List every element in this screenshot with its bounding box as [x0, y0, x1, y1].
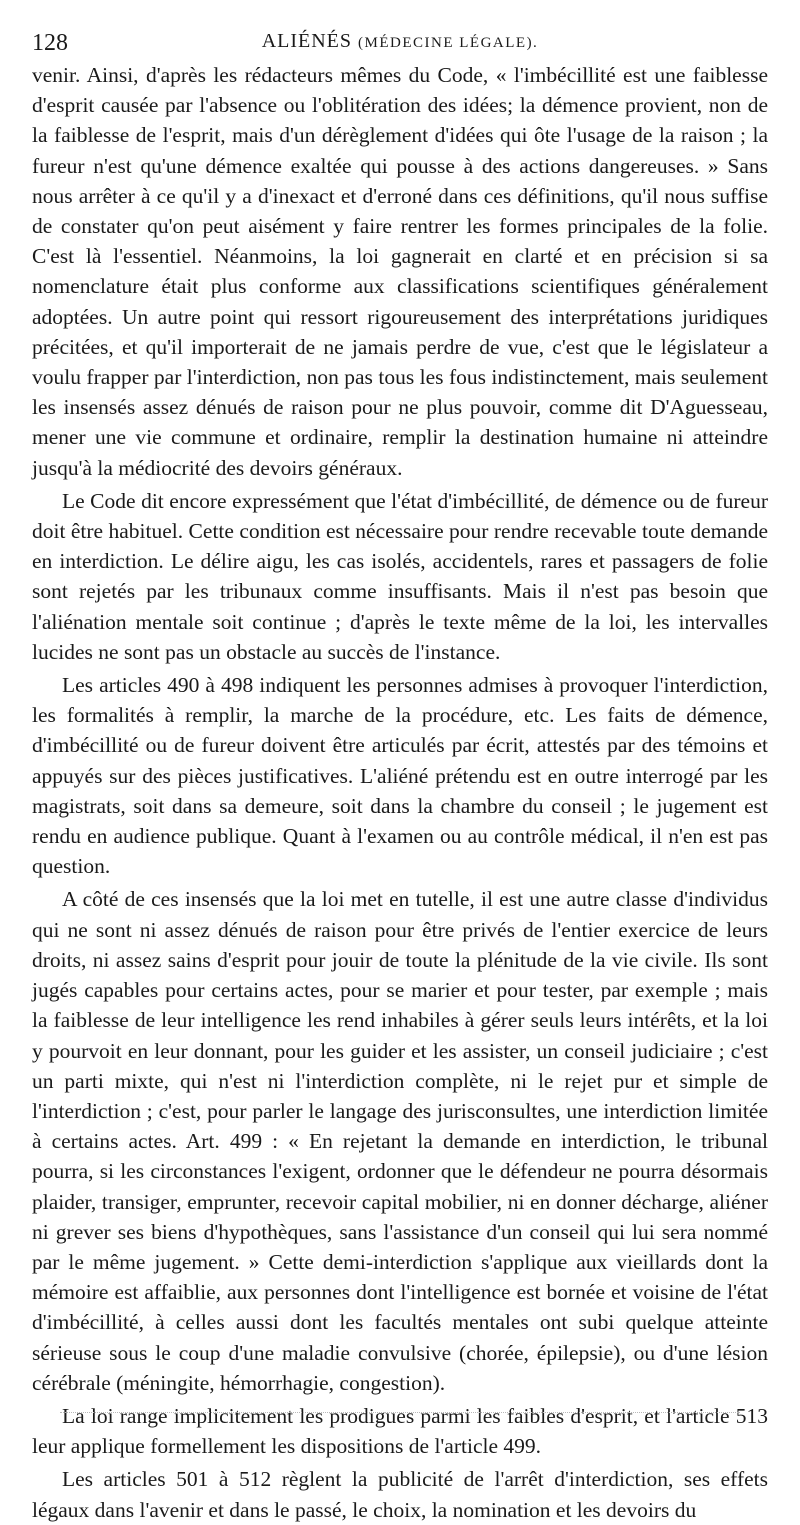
- paragraph-continued: venir. Ainsi, d'après les rédacteurs mêmes du Code, « l'imbécillité est une faiblesse d'esprit causée par l'absence ou l'oblitération des idées; la démence provient, non de la faiblesse de l'esprit, mais d'un dérèglement d'idées qui ôte l'usage de la raison ; la fureur n'est qu'une démence exaltée qui pousse à des actions dangereuses. » Sans nous arrêter à ce qu'il y a d'inexact et d'erroné dans ces définitions, qu'il nous suffise de constater qu'on peut aisément y faire rentrer les formes principales de la folie. C'est là l'essentiel. Néanmoins, la loi gagnerait en clarté et en précision si sa nomenclature était plus conforme aux classifications scientifiques généralement adoptées. Un autre point qui ressort rigoureusement des interprétations juridiques précitées, et qu'il importerait de ne jamais perdre de vue, c'est que le législateur a voulu frapper par l'interdiction, non pas tous les fous indistinctement, mais seulement les insensés assez dénués de raison pour ne plus pouvoir, comme dit D'Aguesseau, mener une vie commune et ordinaire, remplir la destination humaine ni atteindre jusqu'à la médiocrité des devoirs généraux.: [32, 63, 768, 480]
- footer-rule: [60, 1412, 740, 1413]
- paragraph: Les articles 490 à 498 indiquent les personnes admises à provoquer l'interdiction, les formalités à remplir, la marche de la procédure, etc. Les faits de démence, d'imbécillité ou de fureur doivent être articulés par écrit, attestés par des témoins et appuyés sur des pièces justificatives. L'aliéné prétendu est en outre interrogé par les magistrats, soit dans sa demeure, soit dans la chambre du conseil ; le jugement est rendu en audience publique. Quant à l'examen ou au contrôle médical, il n'en est pas question.: [32, 673, 768, 879]
- paragraph: A côté de ces insensés que la loi met en tutelle, il est une autre classe d'individus qui ne sont ni assez dénués de raison pour être privés de l'entier exercice de leurs droits, ni assez sains d'esprit pour jouir de toute la plénitude de la vie civile. Ils sont jugés capables pour certains actes, pour se marier et pour tester, par exemple ; mais la faiblesse de leur intelligence les rend inhabiles à gérer seuls leurs intérêts, et la loi y pourvoit en leur donnant, pour les guider et les assister, un conseil judiciaire ; c'est un parti mixte, qui n'est ni l'interdiction complète, ni le rejet pur et simple de l'interdiction ; c'est, pour parler le langage des jurisconsultes, une interdiction limitée à certains actes. Art. 499 : « En rejetant la demande en interdiction, le tribunal pourra, si les circonstances l'exigent, ordonner que le défendeur ne pourra désormais plaider, transiger, emprunter, recevoir capital mobilier, ni en donner décharge, aliéner ni grever ses biens d'hypothèques, sans l'assistance d'un conseil qui lui sera nommé par le même jugement. » Cette demi-interdiction s'applique aux vieillards dont la mémoire est affaiblie, aux personnes dont l'intelligence est bornée et voisine de l'état d'imbécillité, à celles aussi dont les facultés mentales ont subi quelque atteinte sérieuse sous le coup d'une maladie convulsive (chorée, épilepsie), ou d'une lésion cérébrale (méningite, hémorrhagie, congestion).: [32, 887, 768, 1395]
- running-title: [32, 30, 768, 53]
- paragraph: Le Code dit encore expressément que l'état d'imbécillité, de démence ou de fureur doit être habituel. Cette condition est nécessaire pour rendre recevable toute demande en interdiction. Le délire aigu, les cas isolés, accidentels, rares et passagers de folie sont rejetés par les tribunaux comme insuffisants. Mais il n'est pas besoin que l'aliénation mentale soit continue ; d'après le texte même de la loi, les intervalles lucides ne sont pas un obstacle au succès de l'instance.: [32, 488, 768, 664]
- paragraph: Les articles 501 à 512 règlent la publicité de l'arrêt d'interdiction, ses effets légaux dans l'avenir et dans le passé, le choix, la nomination et les devoirs du: [32, 1467, 768, 1522]
- document-page: [32, 26, 768, 1525]
- running-title-main: ALIÉNÉS: [261, 30, 353, 52]
- body-text: [32, 60, 768, 1525]
- paragraph: La loi range implicitement les prodigues parmi les faibles d'esprit, et l'article 513 leur applique formellement les dispositions de l'article 499.: [32, 1403, 768, 1459]
- page-number: 128: [32, 30, 68, 56]
- running-title-subtitle: (MÉDECINE LÉGALE).: [358, 35, 539, 51]
- running-head: [32, 26, 768, 56]
